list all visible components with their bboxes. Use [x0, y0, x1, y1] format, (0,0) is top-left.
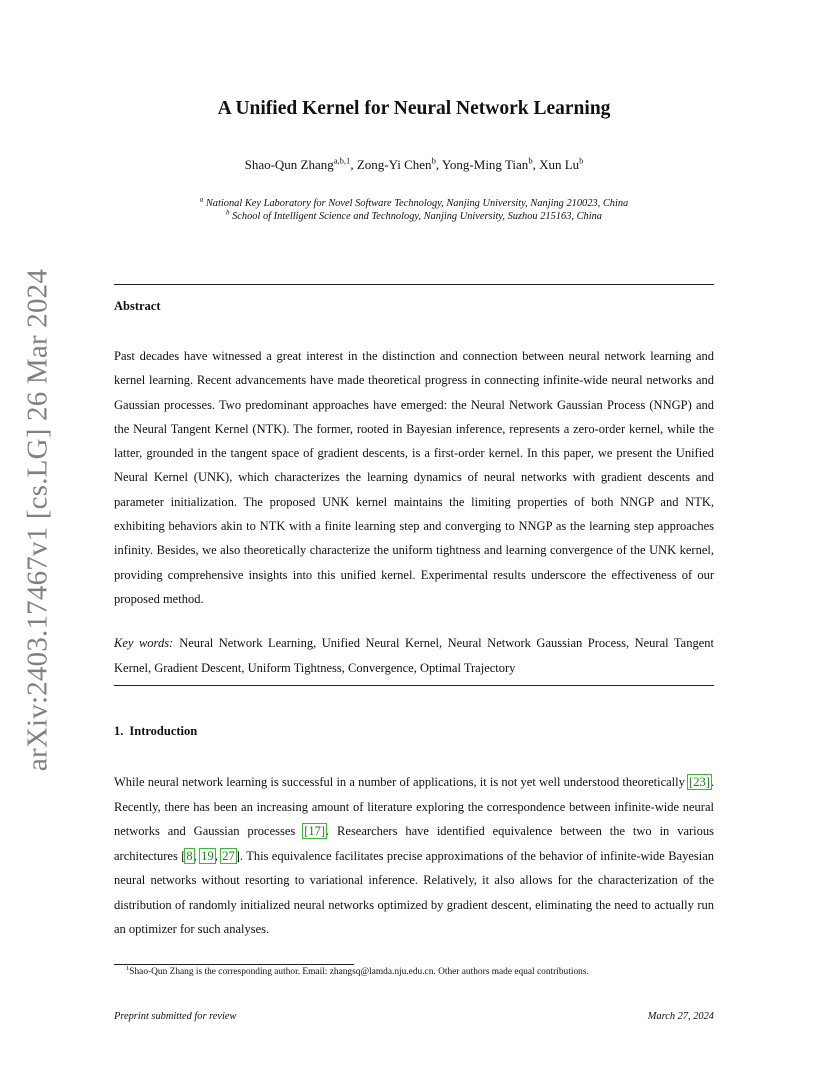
author-affiliation-mark: b — [579, 155, 584, 166]
section-title: Introduction — [129, 724, 198, 738]
keywords — [114, 631, 714, 680]
abstract-body: Past decades have witnessed a great interest in the distinction and connection between neural network learning and kernel learning. Recent advancements have made theoretical progress in connecting infinite-wide neural networks and Gaussian processes. Two predominant approaches have emerged: the Neural Network Gaussian Process (NNGP) and the Neural Tangent Kernel (NTK). The former, rooted in Bayesian inference, represents a zero-order kernel, while the latter, grounded in the tangent space of gradient descents, is a first-order kernel. In this paper, we present the Unified Neural Kernel (UNK), which characterizes the learning dynamics of neural networks with gradient descents and parameter initialization. The proposed UNK kernel maintains the limiting properties of both NNGP and NTK, exhibiting behaviors akin to NTK with a finite learning step and converging to NNGP as the learning step approaches infinity. Besides, we also theoretically characterize the uniform tightness and learning convergence of the UNK kernel, providing comprehensive insights into this unified kernel. Experimental results underscore the effectiveness of our proposed method. — [114, 349, 714, 606]
affiliation-text: School of Intelligent Science and Technology, Nanjing University, Suzhou 215163, China — [232, 211, 602, 222]
paragraph-text: . Recently, there has been an increasing amount of literature exploring the correspondence between infinite-wide neural networks and Gaussian processes — [114, 775, 714, 838]
paper-title: A Unified Kernel for Neural Network Learning — [217, 98, 611, 119]
citation-link[interactable]: 19 — [201, 848, 214, 863]
affiliation-b — [114, 208, 714, 222]
introduction-paragraph — [114, 770, 714, 942]
citation-link[interactable]: [17] — [304, 824, 326, 838]
footnote-mark: 1 — [126, 964, 130, 972]
keywords-label: Key words: — [114, 636, 174, 650]
paragraph-text: , — [214, 848, 222, 863]
section-heading-introduction — [114, 724, 197, 739]
abstract-bottom-rule — [114, 685, 714, 686]
footnote — [126, 964, 726, 977]
abstract-heading: Abstract — [114, 299, 161, 313]
author-name: Yong-Ming Tian — [441, 157, 529, 172]
footnote-text: Shao-Qun Zhang is the corresponding author. Email: zhangsq@lamda.nju.edu.cn. Other authors made equal contributions. — [129, 967, 589, 977]
author-affiliation-mark: a,b,1 — [333, 155, 351, 166]
citation-link[interactable]: 27 — [222, 848, 235, 863]
paragraph-text: ]. This equivalence facilitates precise approximations of the behavior of infinite-wide Bayesian neural networks without resorting to variational inference. Relatively, it also allows for the characterization of the distribution of randomly initialized neural networks optimized by gradient descent, eliminating the need to actually run an optimizer for such analyses. — [114, 848, 715, 936]
affiliation-text: National Key Laboratory for Novel Software Technology, Nanjing University, Nanjing 210023, China — [205, 198, 629, 209]
author-list: Shao-Qun Zhang$^{a,b,1}$, Zong-Yi Chen$^b$, Yong-Ming Tian$^b$, Xun Lu$^b$ — [244, 155, 584, 172]
footer-preprint-note: Preprint submitted for review — [114, 1011, 237, 1022]
footer-date: March 27, 2024 — [647, 1011, 714, 1022]
author-affiliation-mark: b — [528, 155, 533, 166]
author-name: Xun Lu — [539, 157, 580, 172]
arxiv-identifier-stamp: arXiv:2403.17467v1 [cs.LG] 26 Mar 2024 — [21, 268, 54, 772]
affiliation-a — [114, 195, 714, 209]
paragraph-text: . Researchers have identified equivalence between the two in various architectures [ — [114, 824, 714, 863]
citation-link[interactable]: [23] — [689, 775, 710, 789]
author-name: Zong-Yi Chen — [356, 157, 432, 172]
paragraph-text: While neural network learning is successful in a number of applications, it is not yet well understood theoretically — [114, 775, 689, 789]
affiliation-mark: a — [199, 195, 204, 204]
paragraph-text: , — [193, 848, 201, 863]
affiliation-mark: b — [226, 208, 230, 217]
author-name: Shao-Qun Zhang — [244, 157, 334, 172]
footnote-rule — [114, 964, 354, 965]
abstract-top-rule — [114, 284, 714, 285]
citation-link[interactable]: 8 — [186, 848, 193, 863]
section-number: 1. — [114, 724, 124, 738]
keywords-text: Neural Network Learning, Unified Neural Kernel, Neural Network Gaussian Process, Neural Tangent Kernel, Gradient Descent, Uniform Tightness, Convergence, Optimal Trajectory — [114, 636, 714, 675]
author-affiliation-mark: b — [431, 155, 436, 166]
